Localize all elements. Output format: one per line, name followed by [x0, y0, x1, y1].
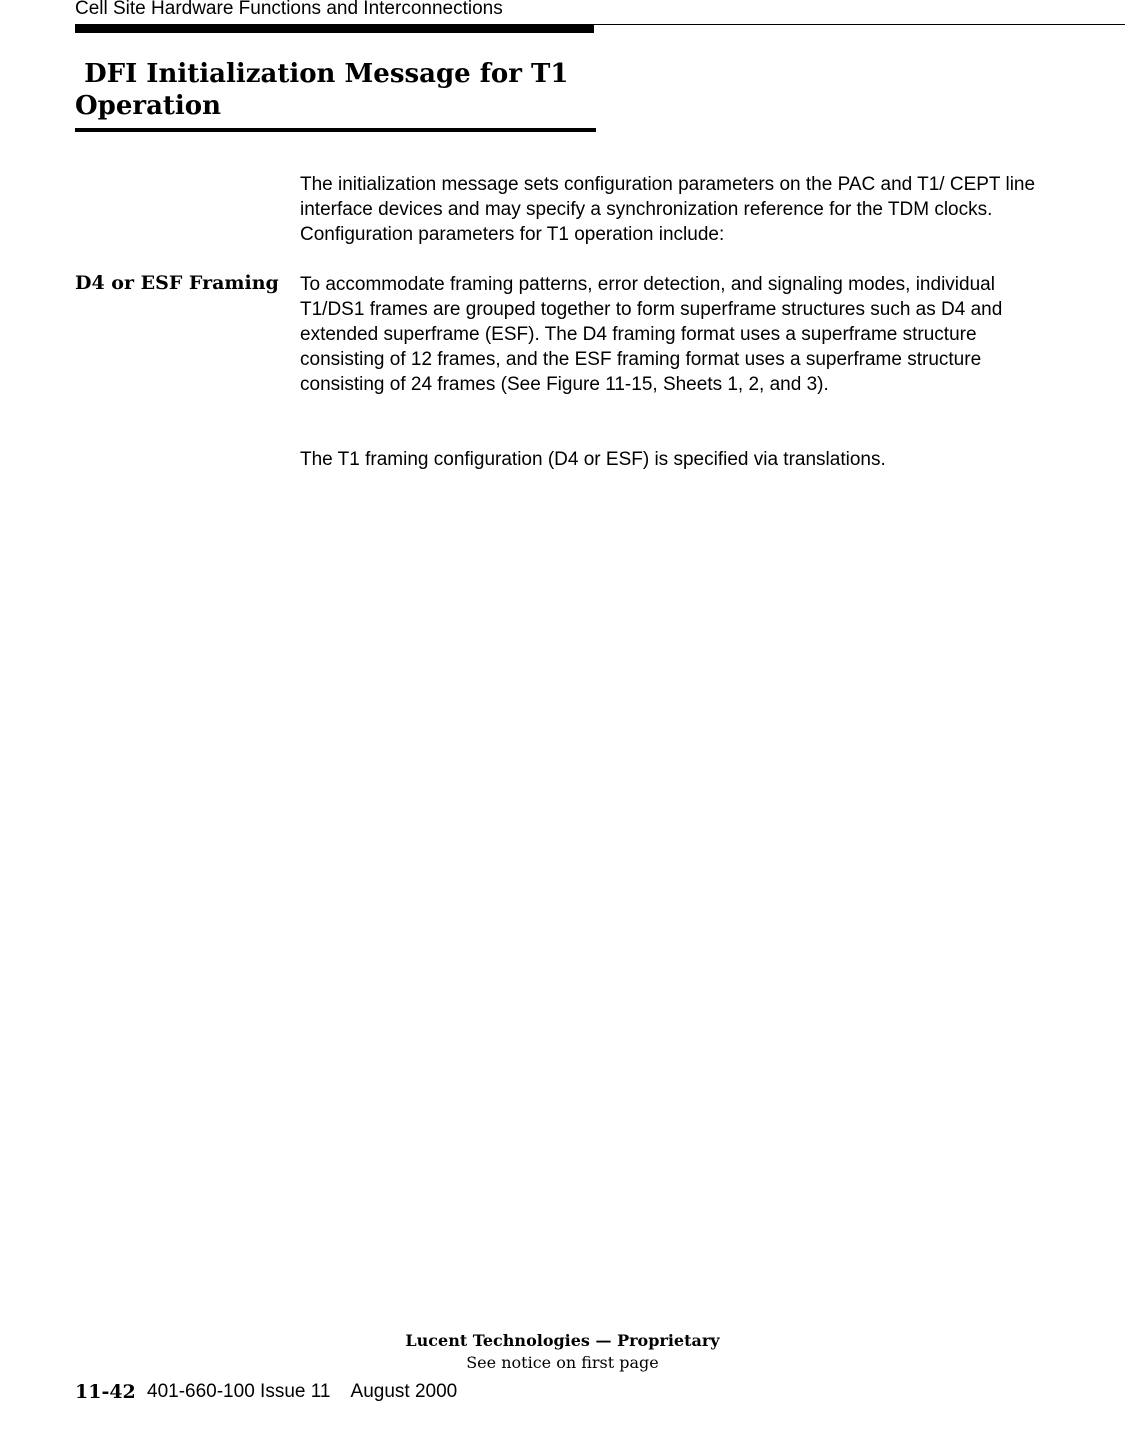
running-header: Cell Site Hardware Functions and Interconnections [75, 0, 503, 19]
footer-company: Lucent Technologies — Proprietary [405, 1331, 720, 1350]
framing-paragraph: To accommodate framing patterns, error detection, and signaling modes, individual T1/DS1 frames are grouped together to form superframe structures such as D4 and extended superframe (ESF). The D4 framing format uses a superframe structure consisting of 12 frames, and the ESF framing format uses a superframe structure consisting of 24 frames (See Figure 11-15, Sheets 1, 2, and 3). [300, 274, 1003, 395]
footer-notice: See notice on first page [466, 1353, 659, 1372]
intro-paragraph: The initialization message sets configuration parameters on the PAC and T1/ CEPT line interface devices and may specify a synchronization reference for the TDM clocks. Configuration parameters for T1 operation include: [300, 174, 1036, 245]
section-title: DFI Initialization Message for T1 Operation [75, 59, 569, 121]
translation-paragraph: The T1 framing configuration (D4 or ESF) is specified via translations. [300, 449, 886, 470]
header-rule-thick [75, 25, 594, 33]
page-number: 11-42 [75, 1381, 136, 1403]
document-id: 401-660-100 Issue 11 August 2000 [147, 1381, 458, 1402]
side-heading-d4-esf-framing: D4 or ESF Framing [75, 272, 279, 294]
title-rule [75, 128, 596, 132]
